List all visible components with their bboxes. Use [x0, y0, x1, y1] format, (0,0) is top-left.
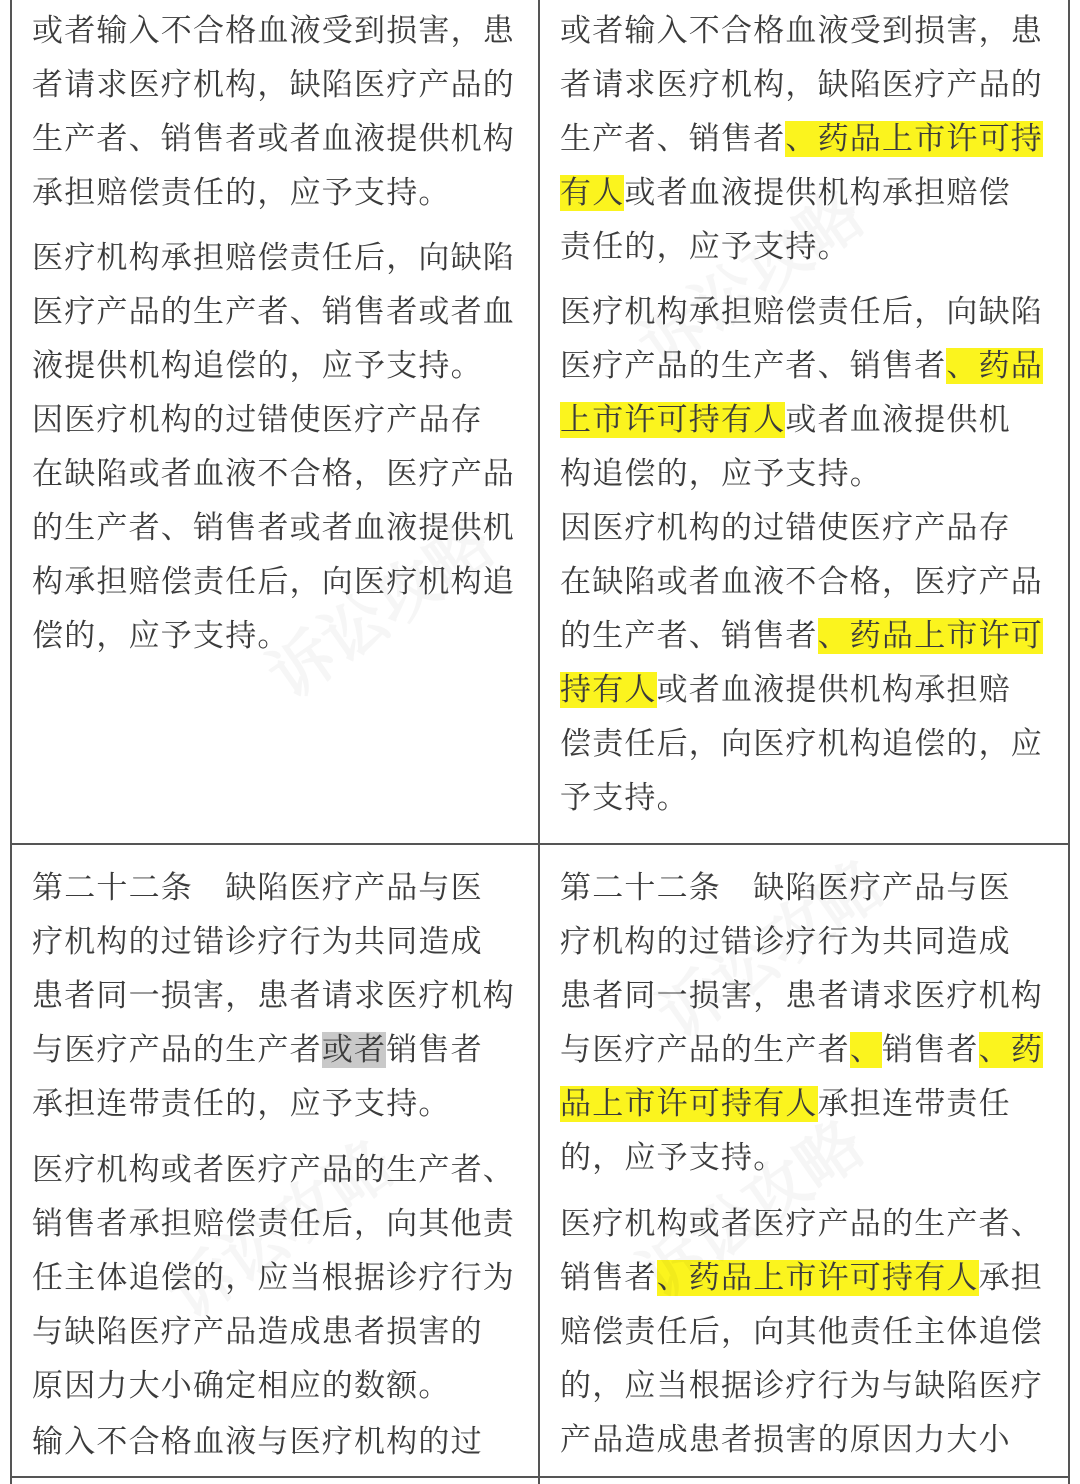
- text-segment: 者请求医疗机构，缺陷医疗产品的: [32, 67, 515, 103]
- highlighted-text: 有人: [560, 175, 625, 211]
- text-line: [32, 231, 532, 285]
- text-segment: 或者输入不合格血液受到损害，患: [560, 13, 1043, 49]
- text-segment: 疗机构的过错诊疗行为共同造成: [560, 924, 1011, 960]
- text-segment: 承担连带责任的，应予支持。: [32, 1086, 451, 1122]
- text-line: [32, 861, 532, 915]
- text-line: [560, 339, 1064, 393]
- text-segment: 医疗机构或者医疗产品的生产者、: [560, 1206, 1043, 1242]
- text-segment: 承担连带责任: [817, 1086, 1011, 1122]
- paragraph: [32, 393, 532, 663]
- text-segment: 患者同一损害，患者请求医疗机构: [560, 978, 1043, 1014]
- text-segment: 任主体追偿的，应当根据诊疗行为: [32, 1260, 515, 1296]
- text-line: [560, 609, 1064, 663]
- cell-revised-top: [560, 4, 1064, 840]
- highlighted-text: 持有人: [560, 672, 657, 708]
- text-line: [560, 1131, 1064, 1185]
- highlighted-text: 上市许可持有人: [560, 402, 786, 438]
- paragraph: [560, 4, 1064, 274]
- text-line: [560, 58, 1064, 112]
- text-segment: 医疗机构承担赔偿责任后，向缺陷: [32, 240, 515, 276]
- highlighted-text: 、药品上市许可持有人: [656, 1260, 979, 1296]
- text-line: [32, 555, 532, 609]
- text-line: [560, 717, 1064, 771]
- text-segment: 的，应予支持。: [560, 1140, 786, 1176]
- text-line: [560, 1359, 1064, 1413]
- text-line: [560, 969, 1064, 1023]
- paragraph: [32, 1415, 532, 1469]
- paragraph: [32, 861, 532, 1131]
- text-segment: 在缺陷或者血液不合格，医疗产品: [32, 456, 515, 492]
- gray-marked-text: 或者: [321, 1032, 387, 1068]
- text-line: [32, 1197, 532, 1251]
- highlighted-text: 、: [849, 1032, 883, 1068]
- text-segment: 或者输入不合格血液受到损害，患: [32, 13, 515, 49]
- text-line: [560, 1251, 1064, 1305]
- table-column-divider: [538, 0, 540, 1484]
- text-line: [560, 393, 1064, 447]
- text-line: [560, 915, 1064, 969]
- text-line: [32, 1305, 532, 1359]
- text-segment: 因医疗机构的过错使医疗产品存: [32, 402, 483, 438]
- text-segment: 构追偿的，应予支持。: [560, 456, 882, 492]
- text-segment: 与缺陷医疗产品造成患者损害的: [32, 1314, 483, 1350]
- text-segment: 医疗产品的生产者、销售者或者血: [32, 294, 515, 330]
- text-line: [560, 1023, 1064, 1077]
- paragraph: [32, 1143, 532, 1413]
- text-segment: 销售者: [386, 1032, 483, 1068]
- text-line: [32, 339, 532, 393]
- text-line: [560, 1305, 1064, 1359]
- text-line: [560, 1077, 1064, 1131]
- cell-revised-bottom: [560, 861, 1064, 1475]
- text-line: [32, 1415, 532, 1469]
- highlighted-text: 、药品上市许可: [817, 618, 1044, 654]
- table-bottom-border: [10, 1476, 1070, 1478]
- text-segment: 予支持。: [560, 780, 689, 816]
- text-segment: 销售者: [560, 1260, 657, 1296]
- text-segment: 产品造成患者损害的原因力大小: [560, 1422, 1011, 1458]
- text-line: [560, 4, 1064, 58]
- text-line: [32, 1023, 532, 1077]
- text-line: [32, 1143, 532, 1197]
- table-left-border: [10, 0, 12, 1484]
- text-line: [32, 4, 532, 58]
- text-segment: 原因力大小确定相应的数额。: [32, 1368, 451, 1404]
- text-line: [32, 285, 532, 339]
- text-segment: 第二十二条 缺陷医疗产品与医: [32, 870, 483, 906]
- cell-original-top: [32, 4, 532, 840]
- text-line: [32, 112, 532, 166]
- text-line: [32, 1251, 532, 1305]
- text-line: [560, 112, 1064, 166]
- text-line: [560, 861, 1064, 915]
- text-line: [560, 1413, 1064, 1467]
- text-line: [32, 1359, 532, 1413]
- text-line: [560, 166, 1064, 220]
- text-line: [560, 555, 1064, 609]
- text-segment: 患者同一损害，患者请求医疗机构: [32, 978, 515, 1014]
- text-segment: 第二十二条 缺陷医疗产品与医: [560, 870, 1011, 906]
- text-segment: 销售者: [882, 1032, 979, 1068]
- text-segment: 生产者、销售者或者血液提供机构: [32, 121, 515, 157]
- text-segment: 与医疗产品的生产者: [32, 1032, 322, 1068]
- text-line: [560, 771, 1064, 825]
- table-row-divider: [10, 843, 1070, 845]
- paragraph: [560, 285, 1064, 501]
- text-segment: 医疗机构或者医疗产品的生产者、: [32, 1152, 515, 1188]
- text-segment: 构承担赔偿责任后，向医疗机构追: [32, 564, 515, 600]
- paragraph: [32, 231, 532, 393]
- table-right-border: [1068, 0, 1070, 1484]
- highlighted-text: 、药品: [946, 348, 1044, 384]
- paragraph: [560, 501, 1064, 825]
- highlighted-text: 、药: [978, 1032, 1044, 1068]
- text-line: [560, 1197, 1064, 1251]
- text-line: [32, 609, 532, 663]
- text-segment: 生产者、销售者: [560, 121, 786, 157]
- text-line: [32, 58, 532, 112]
- text-segment: 医疗机构承担赔偿责任后，向缺陷: [560, 294, 1043, 330]
- text-segment: 医疗产品的生产者、销售者: [560, 348, 947, 384]
- text-segment: 者请求医疗机构，缺陷医疗产品的: [560, 67, 1043, 103]
- text-segment: 因医疗机构的过错使医疗产品存: [560, 510, 1011, 546]
- text-line: [560, 447, 1064, 501]
- text-line: [32, 393, 532, 447]
- text-segment: 责任的，应予支持。: [560, 229, 850, 265]
- text-segment: 偿责任后，向医疗机构追偿的，应: [560, 726, 1043, 762]
- text-line: [32, 969, 532, 1023]
- highlighted-text: 品上市许可持有人: [560, 1086, 818, 1122]
- paragraph: [560, 1197, 1064, 1467]
- highlighted-text: 、药品上市许可持: [785, 121, 1044, 157]
- text-segment: 承担: [978, 1260, 1044, 1296]
- text-line: [32, 447, 532, 501]
- text-line: [32, 1077, 532, 1131]
- text-segment: 疗机构的过错诊疗行为共同造成: [32, 924, 483, 960]
- text-segment: 或者血液提供机: [785, 402, 1011, 438]
- text-segment: 的生产者、销售者: [560, 618, 818, 654]
- text-line: [32, 501, 532, 555]
- text-segment: 与医疗产品的生产者: [560, 1032, 850, 1068]
- cell-original-bottom: [32, 861, 532, 1475]
- text-segment: 输入不合格血液与医疗机构的过: [32, 1424, 483, 1460]
- text-line: [560, 501, 1064, 555]
- text-segment: 的生产者、销售者或者血液提供机: [32, 510, 515, 546]
- text-segment: 在缺陷或者血液不合格，医疗产品: [560, 564, 1043, 600]
- text-line: [32, 166, 532, 220]
- paragraph: [32, 4, 532, 220]
- paragraph: [560, 861, 1064, 1185]
- text-segment: 赔偿责任后，向其他责任主体追偿: [560, 1314, 1043, 1350]
- text-segment: 销售者承担赔偿责任后，向其他责: [32, 1206, 515, 1242]
- text-segment: 液提供机构追偿的，应予支持。: [32, 348, 483, 384]
- text-segment: 承担赔偿责任的，应予支持。: [32, 175, 451, 211]
- text-line: [560, 220, 1064, 274]
- text-line: [32, 915, 532, 969]
- text-segment: 或者血液提供机构承担赔: [656, 672, 1011, 708]
- text-segment: 或者血液提供机构承担赔偿: [624, 175, 1011, 211]
- text-line: [560, 285, 1064, 339]
- text-line: [560, 663, 1064, 717]
- text-segment: 偿的，应予支持。: [32, 618, 290, 654]
- text-segment: 的，应当根据诊疗行为与缺陷医疗: [560, 1368, 1043, 1404]
